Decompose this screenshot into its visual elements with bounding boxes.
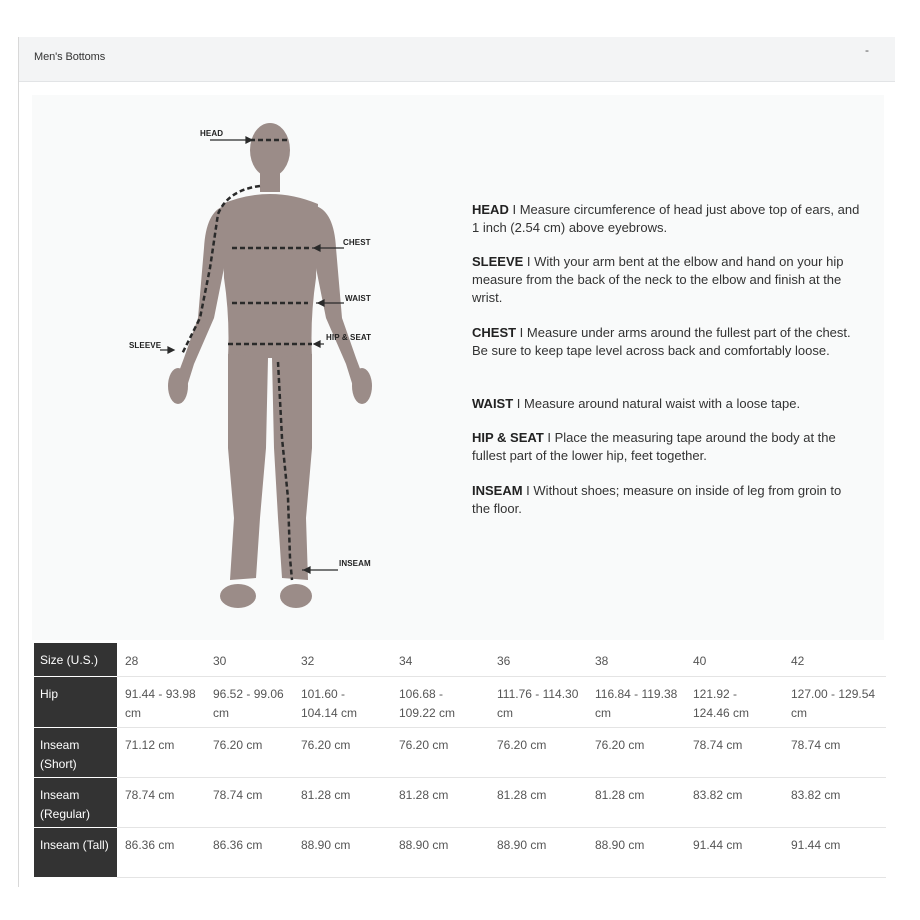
table-cell: 83.82 cm <box>685 777 783 827</box>
table-cell: 78.74 cm <box>685 727 783 777</box>
table-cell: 34 <box>391 643 489 676</box>
desc-text: With your arm bent at the elbow and hand on your hip measure from the back of the neck to the elbow and finish at the wrist. <box>472 254 844 305</box>
table-row-hip <box>34 676 886 727</box>
table-cell: 30 <box>205 643 293 676</box>
table-cell: 76.20 cm <box>489 727 587 777</box>
desc-waist: WAIST I Measure around natural waist with a loose tape. <box>472 396 801 411</box>
frame-border <box>18 37 19 887</box>
table-cell: 88.90 cm <box>489 827 587 877</box>
table-row-inseam-short <box>34 727 886 777</box>
table-cell: 78.74 cm <box>117 777 205 827</box>
table-cell: 116.84 - 119.38 cm <box>587 676 685 727</box>
table-cell: 28 <box>117 643 205 676</box>
table-cell: 121.92 - 124.46 cm <box>685 676 783 727</box>
table-row-size <box>34 643 886 676</box>
table-cell: 88.90 cm <box>391 827 489 877</box>
desc-text: Measure under arms around the fullest part of the chest. Be sure to keep tape level across back and comfortably loose. <box>472 325 851 358</box>
table-cell: 76.20 cm <box>391 727 489 777</box>
callout-inseam: INSEAM <box>339 559 371 568</box>
table-cell: 76.20 cm <box>293 727 391 777</box>
desc-hip-seat: HIP & SEAT I Place the measuring tape around the body at the fullest part of the lower hip, feet together. <box>472 430 836 463</box>
table-row-inseam-regular <box>34 777 886 827</box>
callout-hip-seat: HIP & SEAT <box>326 333 372 342</box>
row-header: Inseam (Short) <box>34 727 117 777</box>
desc-term: WAIST <box>472 396 514 411</box>
row-header: Inseam (Tall) <box>34 827 117 877</box>
table-cell: 88.90 cm <box>293 827 391 877</box>
table-cell: 38 <box>587 643 685 676</box>
table-cell: 86.36 cm <box>117 827 205 877</box>
collapse-toggle-icon[interactable]: - <box>865 43 869 57</box>
table-row-inseam-tall <box>34 827 886 877</box>
panel-title: Men's Bottoms <box>34 51 106 63</box>
table-cell: 81.28 cm <box>391 777 489 827</box>
table-cell: 78.74 cm <box>205 777 293 827</box>
table-cell: 36 <box>489 643 587 676</box>
table-cell: 111.76 - 114.30 cm <box>489 676 587 727</box>
desc-sleeve: SLEEVE I With your arm bent at the elbow and hand on your hip measure from the back of the neck to the elbow and finish at the wrist. <box>472 254 844 305</box>
table-cell: 83.82 cm <box>783 777 886 827</box>
body-silhouette-illustration <box>110 118 390 618</box>
table-cell: 76.20 cm <box>205 727 293 777</box>
table-cell: 78.74 cm <box>783 727 886 777</box>
desc-term: HEAD <box>472 202 509 217</box>
table-cell: 81.28 cm <box>293 777 391 827</box>
table-cell: 76.20 cm <box>587 727 685 777</box>
desc-term: CHEST <box>472 325 517 340</box>
table-cell: 96.52 - 99.06 cm <box>205 676 293 727</box>
table-cell: 91.44 cm <box>685 827 783 877</box>
desc-text: Measure circumference of head just above top of ears, and 1 inch (2.54 cm) above eyebrows. <box>472 202 860 235</box>
desc-text: Without shoes; measure on inside of leg from groin to the floor. <box>472 483 842 516</box>
table-cell: 88.90 cm <box>587 827 685 877</box>
callout-sleeve: SLEEVE <box>129 341 162 350</box>
table-cell: 40 <box>685 643 783 676</box>
table-cell: 81.28 cm <box>489 777 587 827</box>
size-chart-table <box>34 643 886 878</box>
table-cell: 71.12 cm <box>117 727 205 777</box>
desc-head: HEAD I Measure circumference of head just above top of ears, and 1 inch (2.54 cm) above eyebrows. <box>472 202 860 235</box>
row-header: Inseam (Regular) <box>34 777 117 827</box>
desc-term: SLEEVE <box>472 254 524 269</box>
row-header: Size (U.S.) <box>34 643 117 676</box>
desc-text: Place the measuring tape around the body at the fullest part of the lower hip, feet together. <box>472 430 836 463</box>
callout-chest: CHEST <box>343 238 371 247</box>
callout-head: HEAD <box>200 129 224 138</box>
table-cell: 81.28 cm <box>587 777 685 827</box>
table-cell: 42 <box>783 643 886 676</box>
table-cell: 101.60 - 104.14 cm <box>293 676 391 727</box>
desc-inseam: INSEAM I Without shoes; measure on inside of leg from groin to the floor. <box>472 483 842 516</box>
desc-chest: CHEST I Measure under arms around the fullest part of the chest. Be sure to keep tape level across back and comfortably loose. <box>472 325 851 358</box>
row-header: Hip <box>34 676 117 727</box>
desc-term: INSEAM <box>472 483 523 498</box>
accordion-header[interactable] <box>19 37 895 82</box>
table-cell: 91.44 cm <box>783 827 886 877</box>
table-cell: 127.00 - 129.54 cm <box>783 676 886 727</box>
table-cell: 86.36 cm <box>205 827 293 877</box>
callout-waist: WAIST <box>345 294 371 303</box>
desc-term: HIP & SEAT <box>472 430 544 445</box>
desc-text: Measure around natural waist with a loose tape. <box>524 396 801 411</box>
table-cell: 32 <box>293 643 391 676</box>
table-cell: 106.68 - 109.22 cm <box>391 676 489 727</box>
table-cell: 91.44 - 93.98 cm <box>117 676 205 727</box>
